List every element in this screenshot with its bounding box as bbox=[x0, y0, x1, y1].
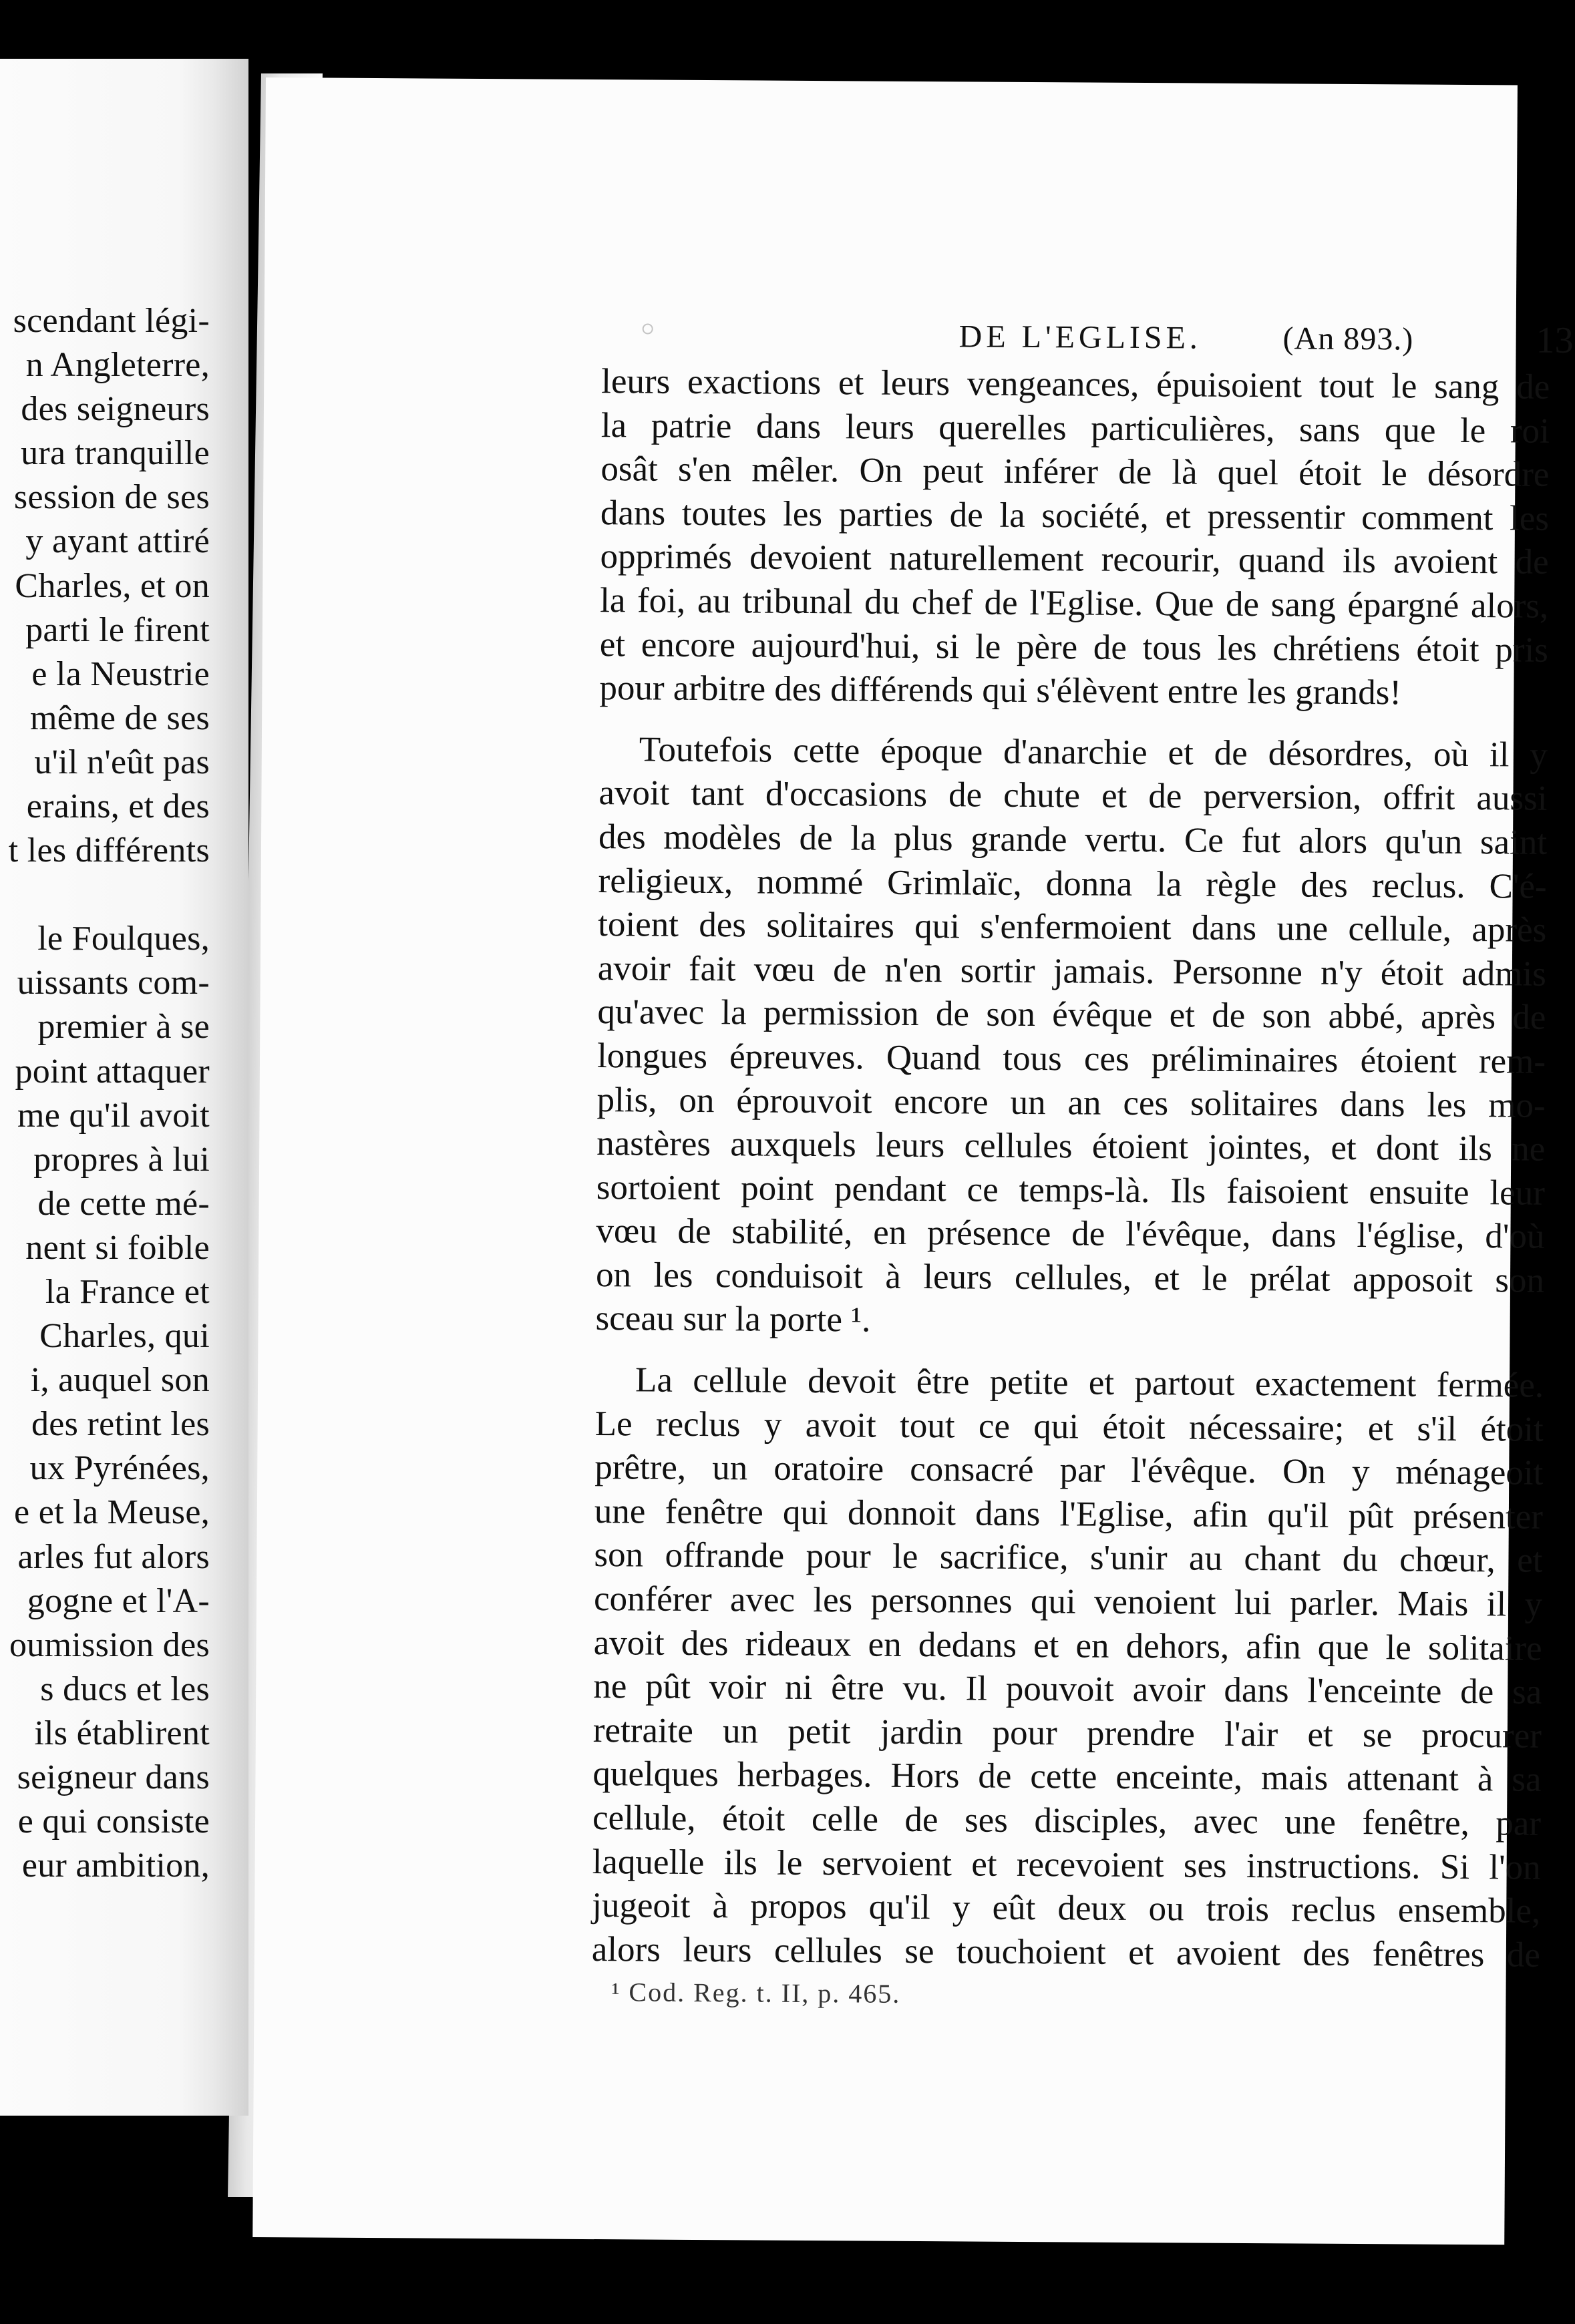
text-line: avoir fait vœu de n'en sortir jamais. Personne n'y étoit admis bbox=[597, 948, 1547, 994]
left-page-line: seigneur dans bbox=[17, 1758, 210, 1796]
page-number: 13 bbox=[1536, 319, 1574, 361]
left-page-line: e qui consiste bbox=[17, 1802, 210, 1841]
text-line: leurs exactions et leurs vengeances, épuisoient tout le sang de bbox=[601, 362, 1550, 407]
left-page-line: de cette mé- bbox=[37, 1184, 210, 1223]
text-line: alors leurs cellules se touchoient et avoient des fenêtres de bbox=[591, 1929, 1541, 1975]
text-line: osât s'en mêler. On peut inférer de là quel étoit le désordre bbox=[600, 449, 1550, 494]
left-page-line: des seigneurs bbox=[21, 390, 210, 429]
text-line: pour arbitre des différends qui s'élèvent entre les grands! bbox=[599, 668, 1402, 713]
left-page-line: oumission des bbox=[9, 1625, 210, 1664]
left-page-line: t les différents bbox=[8, 831, 210, 870]
left-page-line: e et la Meuse, bbox=[14, 1493, 210, 1532]
year-label: (An 893.) bbox=[1282, 321, 1414, 357]
left-page-line: des retint les bbox=[31, 1405, 210, 1444]
text-line: ne pût voir ni être vu. Il pouvoit avoir dans l'enceinte de sa bbox=[593, 1667, 1542, 1712]
left-page-text bbox=[0, 299, 210, 1888]
text-line: jugeoit à propos qu'il y eût deux ou trois reclus ensemble, bbox=[592, 1886, 1541, 1931]
left-page-line: uissants com- bbox=[17, 964, 210, 1002]
text-line: et encore aujourd'hui, si le père de tous les chrétiens étoit pris bbox=[599, 624, 1548, 670]
text-line: retraite un petit jardin pour prendre l'air et se procurer bbox=[592, 1710, 1542, 1756]
footnote: ¹ Cod. Reg. t. II, p. 465. bbox=[611, 1977, 901, 2009]
text-line: Le reclus y avoit tout ce qui étoit nécessaire; et s'il étoit bbox=[594, 1404, 1544, 1449]
ink-ring-mark bbox=[643, 323, 653, 334]
left-page-line: ils établirent bbox=[34, 1714, 210, 1752]
left-page-line: ura tranquille bbox=[21, 434, 210, 473]
text-line: cellule, étoit celle de ses disciples, avec une fenêtre, par bbox=[592, 1798, 1542, 1843]
left-page-line: erains, et des bbox=[26, 787, 210, 826]
left-page-line: n Angleterre, bbox=[25, 346, 210, 385]
text-line: des modèles de la plus grande vertu. Ce fut alors qu'un saint bbox=[598, 817, 1548, 862]
left-page-line: me qu'il avoit bbox=[17, 1096, 210, 1135]
left-page-line: propres à lui bbox=[33, 1140, 210, 1179]
text-line: qu'avec la permission de son évêque et de son abbé, après de bbox=[597, 992, 1546, 1038]
left-page-line: u'il n'eût pas bbox=[34, 743, 210, 781]
left-page-line: gogne et l'A- bbox=[27, 1581, 210, 1620]
text-line: nastères auxquels leurs cellules étoient jointes, et dont ils ne bbox=[596, 1124, 1546, 1169]
left-page-line: le Foulques, bbox=[37, 920, 210, 958]
left-page-line: scendant légi- bbox=[13, 302, 210, 340]
text-line: la patrie dans leurs querelles particulières, sans que le roi bbox=[600, 405, 1550, 451]
text-line: conférer avec les personnes qui venoient lui parler. Mais il y bbox=[593, 1579, 1543, 1624]
left-page-line: y ayant attiré bbox=[25, 522, 210, 561]
left-page-line: session de ses bbox=[13, 478, 210, 517]
text-line: toient des solitaires qui s'enfermoient dans une cellule, après bbox=[598, 905, 1547, 950]
text-line: avoit des rideaux en dedans et en dehors, afin que le solitaire bbox=[593, 1623, 1542, 1668]
text-line: religieux, nommé Grimlaïc, donna la règle des reclus. C'é- bbox=[598, 861, 1547, 906]
text-line: plis, on éprouvoit encore un an ces solitaires dans les mo- bbox=[596, 1080, 1546, 1125]
text-line: laquelle ils le servoient et recevoient ses instructions. Si l'on bbox=[592, 1842, 1541, 1887]
left-page-line: i, auquel son bbox=[30, 1361, 210, 1400]
text-line: avoit tant d'occasions de chute et de perversion, offrit aussi bbox=[598, 773, 1548, 819]
text-line: La cellule devoit être petite et partout exactement fermée. bbox=[635, 1360, 1544, 1405]
text-line: quelques herbages. Hors de cette enceinte, mais attenant à sa bbox=[592, 1754, 1542, 1800]
text-line: la foi, au tribunal du chef de l'Eglise. Que de sang épargné alors, bbox=[600, 581, 1549, 626]
text-line: prêtre, un oratoire consacré par l'évêque. On y ménageoit bbox=[594, 1448, 1544, 1493]
text-line: opprimés devoient naturellement recourir, quand ils avoient de bbox=[600, 537, 1549, 582]
left-page-line: ux Pyrénées, bbox=[29, 1449, 210, 1488]
right-page bbox=[252, 77, 1574, 2245]
left-page-line: premier à se bbox=[37, 1008, 210, 1046]
left-page-line: la France et bbox=[45, 1272, 210, 1311]
left-page bbox=[0, 59, 248, 2116]
text-line: on les conduisoit à leurs cellules, et le prélat apposoit son bbox=[595, 1255, 1545, 1300]
running-title: DE L'EGLISE. bbox=[958, 319, 1202, 356]
paragraph-break bbox=[0, 873, 210, 917]
body-text bbox=[592, 360, 1550, 1977]
left-page-line: arles fut alors bbox=[17, 1537, 210, 1576]
text-line: une fenêtre qui donnoit dans l'Eglise, afin qu'il pût présenter bbox=[594, 1491, 1544, 1537]
text-line: sceau sur la porte ¹. bbox=[595, 1299, 871, 1340]
left-page-line: point attaquer bbox=[15, 1052, 210, 1091]
text-line: sortoient point pendant ce temps-là. Ils faisoient ensuite leur bbox=[596, 1167, 1546, 1213]
left-page-line: Charles, et on bbox=[15, 566, 210, 605]
left-page-line: nent si foible bbox=[25, 1228, 210, 1267]
left-page-line: s ducs et les bbox=[40, 1670, 210, 1708]
left-page-line: même de ses bbox=[30, 699, 210, 737]
left-page-line: e la Neustrie bbox=[31, 654, 210, 693]
running-header bbox=[958, 317, 1573, 361]
left-page-line: eur ambition, bbox=[21, 1847, 210, 1885]
text-line: longues épreuves. Quand tous ces préliminaires étoient rem- bbox=[596, 1036, 1546, 1081]
left-page-line: Charles, qui bbox=[39, 1317, 210, 1356]
text-line: son offrande pour le sacrifice, s'unir au chant du chœur, et bbox=[594, 1535, 1543, 1581]
text-line: vœu de stabilité, en présence de l'évêque, dans l'église, d'où bbox=[596, 1211, 1545, 1257]
text-line: dans toutes les parties de la société, et pressentir comment les bbox=[600, 493, 1550, 538]
text-line: Toutefois cette époque d'anarchie et de désordres, où il y bbox=[639, 730, 1548, 775]
left-page-line: parti le firent bbox=[25, 610, 210, 649]
